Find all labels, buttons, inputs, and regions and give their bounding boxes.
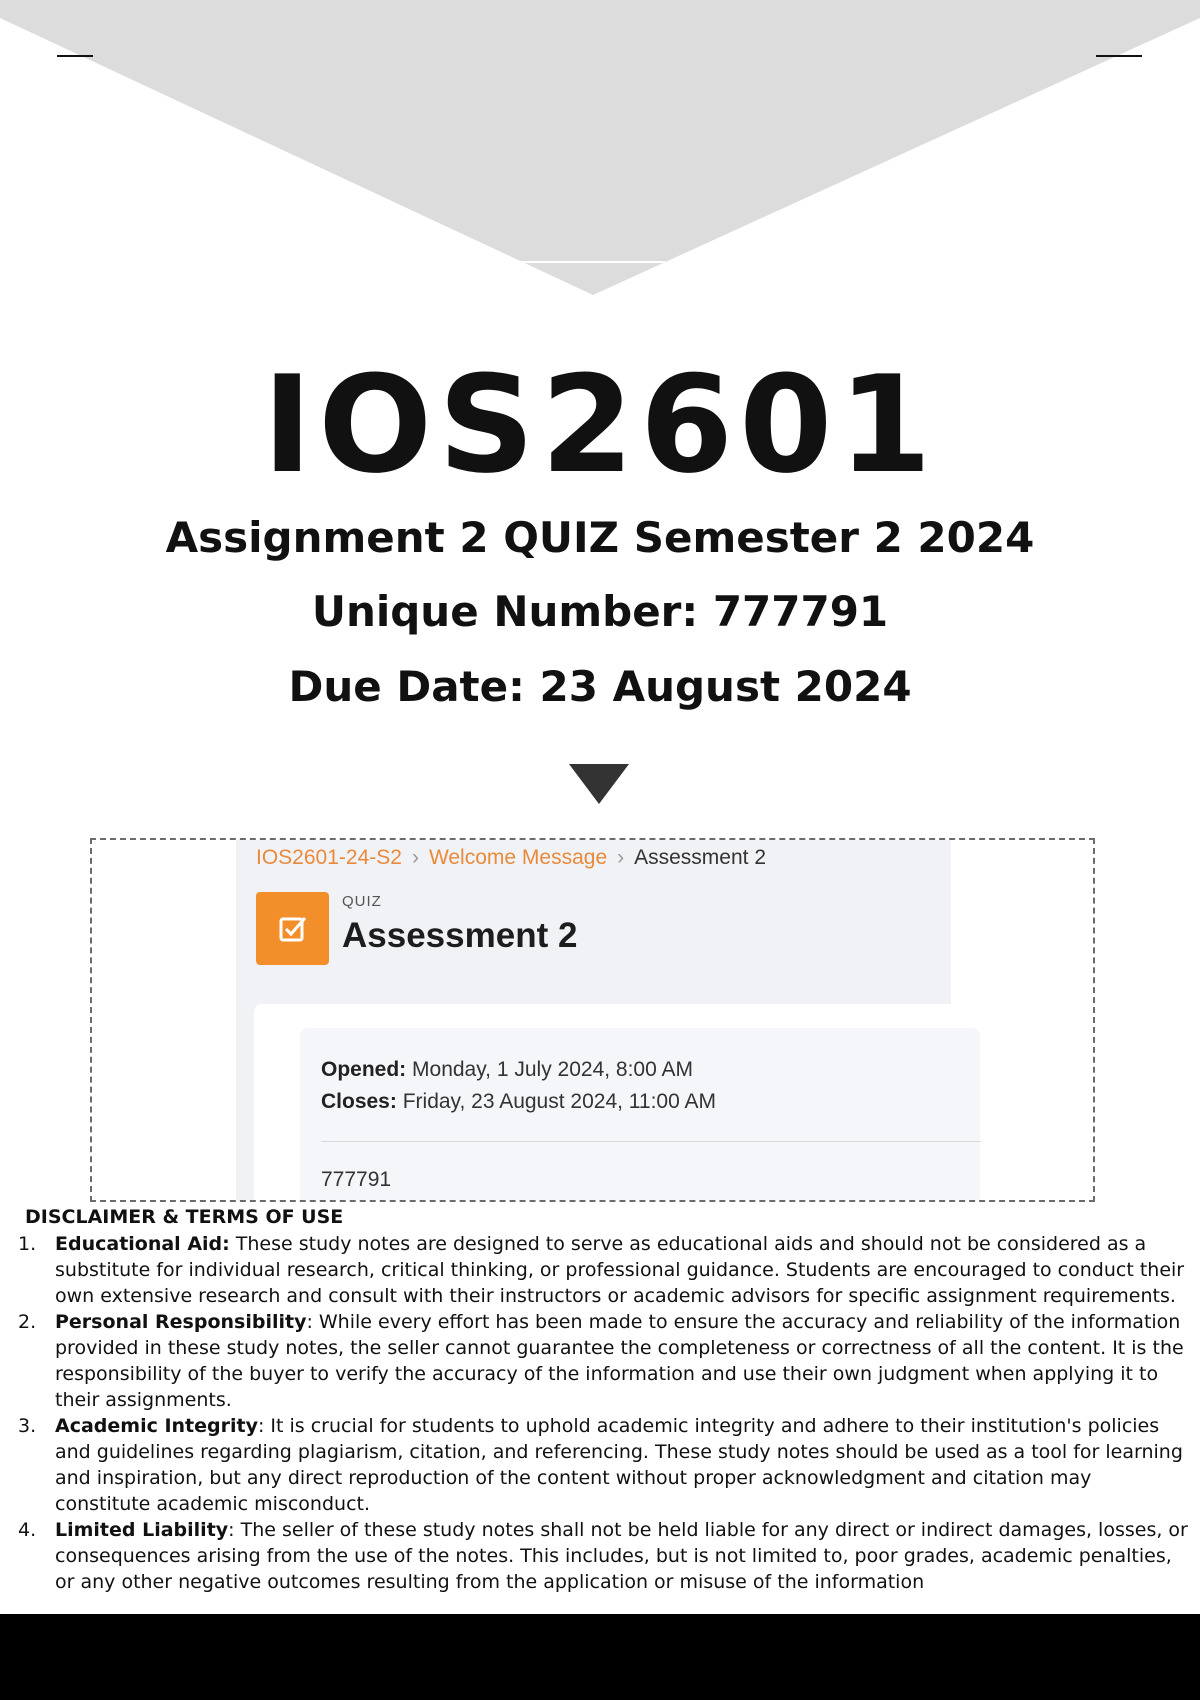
disclaimer-item [18, 1231, 1190, 1309]
assignment-subtitle: Assignment 2 QUIZ Semester 2 2024 [165, 513, 1035, 562]
right-rule [1096, 55, 1142, 57]
disclaimer-item [18, 1309, 1190, 1413]
due-date-line: Due Date: 23 August 2024 [288, 662, 912, 711]
quiz-unique-number: 777791 [321, 1168, 392, 1191]
item-heading: Personal Responsibility [55, 1311, 307, 1333]
breadcrumb [256, 844, 766, 872]
down-triangle-icon [569, 764, 629, 804]
quiz-activity-tile [256, 892, 329, 965]
disclaimer-item [18, 1517, 1190, 1595]
item-number: 4. [18, 1519, 37, 1541]
closes-date [321, 1090, 716, 1114]
closes-label: Closes: [321, 1090, 397, 1113]
item-text: : While every effort has been made to ensure the accuracy and reliability of the information provided in these study notes, the seller cannot guarantee the completeness or correctness of all the content. It is the responsibility of the buyer to verify the accuracy of the information and use their own judgment when applying it to their assignments. [55, 1311, 1184, 1411]
quiz-dates-panel [300, 1028, 980, 1202]
unique-number-line: Unique Number: 777791 [311, 587, 889, 636]
item-number: 2. [18, 1311, 37, 1333]
quiz-screenshot [236, 840, 951, 1202]
opened-date [321, 1058, 693, 1082]
item-text: : It is crucial for students to uphold academic integrity and adhere to their institution's policies and guidelines regarding plagiarism, citation, and referencing. These study notes should be used as a tool for learning and inspiration, but any direct reproduction of the content without proper acknowledgment and citation may constitute academic misconduct. [55, 1415, 1183, 1515]
opened-value: Monday, 1 July 2024, 8:00 AM [412, 1058, 693, 1081]
quiz-title: Assessment 2 [342, 916, 578, 955]
item-heading: Academic Integrity [55, 1415, 258, 1437]
closes-value: Friday, 23 August 2024, 11:00 AM [402, 1090, 716, 1113]
opened-label: Opened: [321, 1058, 407, 1081]
chevron-right-icon: › [617, 846, 625, 869]
item-number: 1. [18, 1233, 37, 1255]
activity-type-label: QUIZ [342, 893, 382, 910]
disclaimer-list [18, 1231, 1190, 1595]
disclaimer-item [18, 1413, 1190, 1517]
disclaimer-heading: DISCLAIMER & TERMS OF USE [25, 1206, 344, 1228]
breadcrumb-course-link[interactable]: IOS2601-24-S2 [256, 846, 402, 869]
divider [321, 1141, 981, 1142]
item-heading: Limited Liability [55, 1519, 229, 1541]
item-number: 3. [18, 1415, 37, 1437]
item-heading: Educational Aid: [55, 1233, 230, 1255]
breadcrumb-welcome-link[interactable]: Welcome Message [428, 846, 608, 869]
item-text: These study notes are designed to serve as educational aids and should not be considered as a substitute for individual research, critical thinking, or professional guidance. Students are encouraged to conduct their own extensive research and consult with their instructors or academic advisors for specific assignment requirements. [55, 1233, 1185, 1307]
item-text: : The seller of these study notes shall not be held liable for any direct or indirect damages, losses, or consequences arising from the use of the notes. This includes, but is not limited to, poor grades, academic penalties, or any other negative outcomes resulting from the application or misuse of the information [55, 1519, 1188, 1593]
breadcrumb-current: Assessment 2 [634, 846, 767, 869]
course-code-title: IOS2601 [262, 347, 938, 503]
left-rule [57, 55, 93, 57]
bottom-black-bar [0, 1614, 1200, 1700]
chevron-right-icon: › [411, 846, 419, 869]
quiz-checkbox-icon [278, 914, 308, 944]
quiz-screenshot-frame [90, 838, 1095, 1202]
grey-chevron-banner [0, 0, 1200, 300]
